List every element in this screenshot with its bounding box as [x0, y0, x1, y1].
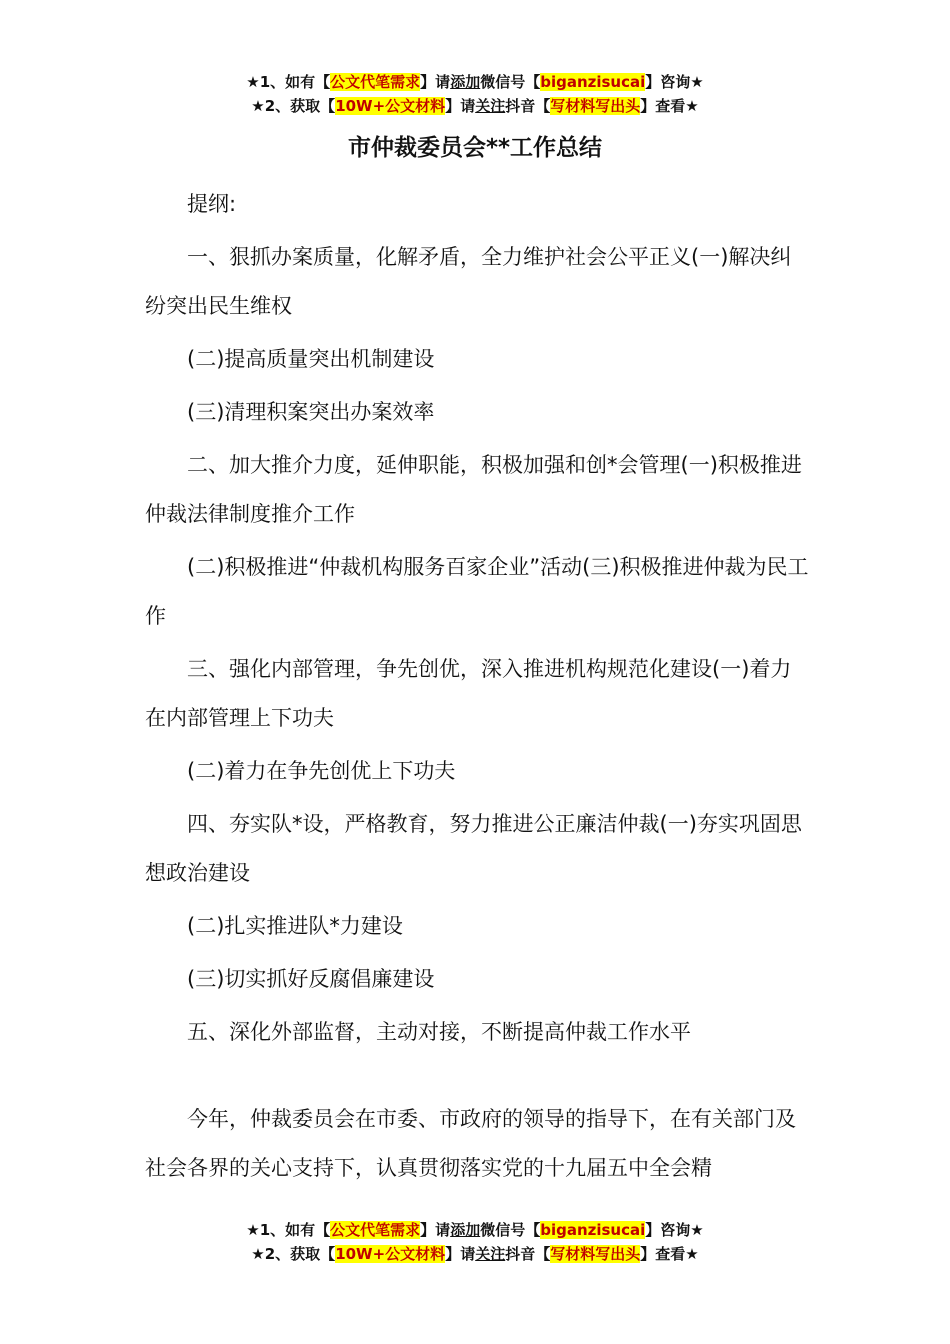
paragraph: 四、夯实队*设，严格教育，努力推进公正廉洁仲裁(一)夯实巩固思想政治建设	[145, 812, 802, 885]
banner-text: 】请	[445, 1245, 476, 1263]
paragraph: 一、狠抓办案质量，化解矛盾，全力维护社会公平正义(一)解决纠纷突出民生维权	[145, 245, 792, 318]
banner-text: ★2、获取【	[251, 97, 336, 115]
banner-highlight: 10W+公文材料	[335, 97, 446, 115]
paragraph-body-intro: 今年，仲裁委员会在市委、市政府的领导的指导下，在有关部门及社会各界的关心支持下，认真贯彻落实党的十九届五中全会精	[145, 1107, 796, 1180]
paragraph: (三)切实抓好反腐倡廉建设	[187, 967, 435, 991]
banner-text: 】咨询★	[645, 1221, 704, 1239]
banner-underline: 添加	[450, 73, 481, 91]
paragraph: (二)着力在争先创优上下功夫	[187, 759, 456, 783]
paragraph: (三)清理积案突出办案效率	[187, 400, 435, 424]
banner-underline: 关注	[475, 1245, 506, 1263]
banner-highlight: biganzisucai	[540, 1221, 646, 1239]
banner-text: ★1、如有【	[246, 1221, 331, 1239]
paragraph-outline-heading: 提纲:	[187, 192, 237, 216]
banner-underline: 添加	[450, 1221, 481, 1239]
paragraph: 二、加大推介力度，延伸职能，积极加强和创*会管理(一)积极推进仲裁法律制度推介工作	[145, 453, 802, 526]
paragraph: (二)提高质量突出机制建设	[187, 347, 435, 371]
banner-text: 】请	[420, 1221, 451, 1239]
banner-text: 】查看★	[640, 1245, 699, 1263]
banner-text: ★1、如有【	[246, 73, 331, 91]
banner-highlight: 公文代笔需求	[330, 1221, 421, 1239]
banner-text: 】请	[445, 97, 476, 115]
banner-text: 】请	[420, 73, 451, 91]
paragraph: 五、深化外部监督，主动对接，不断提高仲裁工作水平	[187, 1020, 691, 1044]
banner-highlight: 10W+公文材料	[335, 1245, 446, 1263]
footer-banner	[0, 1218, 950, 1266]
banner-line-1	[0, 1218, 950, 1242]
paragraph: 三、强化内部管理，争先创优，深入推进机构规范化建设(一)着力在内部管理上下功夫	[145, 657, 792, 730]
banner-line-2	[0, 1242, 950, 1266]
header-banner	[0, 70, 950, 118]
banner-text: 】咨询★	[645, 73, 704, 91]
banner-text: 】查看★	[640, 97, 699, 115]
banner-text: ★2、获取【	[251, 1245, 336, 1263]
banner-text: 微信号【	[480, 73, 541, 91]
banner-underline: 关注	[475, 97, 506, 115]
paragraph: (二)积极推进“仲裁机构服务百家企业”活动(三)积极推进仲裁为民工作	[145, 555, 809, 628]
banner-text: 微信号【	[480, 1221, 541, 1239]
banner-highlight: 写材料写出头	[550, 97, 641, 115]
banner-highlight: biganzisucai	[540, 73, 646, 91]
document-body	[145, 180, 810, 1197]
banner-line-1	[0, 70, 950, 94]
banner-highlight: 写材料写出头	[550, 1245, 641, 1263]
paragraph: (二)扎实推进队*力建设	[187, 914, 403, 938]
banner-line-2	[0, 94, 950, 118]
banner-highlight: 公文代笔需求	[330, 73, 421, 91]
banner-text: 抖音【	[505, 97, 551, 115]
document-title: 市仲裁委员会**工作总结	[347, 135, 603, 161]
banner-text: 抖音【	[505, 1245, 551, 1263]
